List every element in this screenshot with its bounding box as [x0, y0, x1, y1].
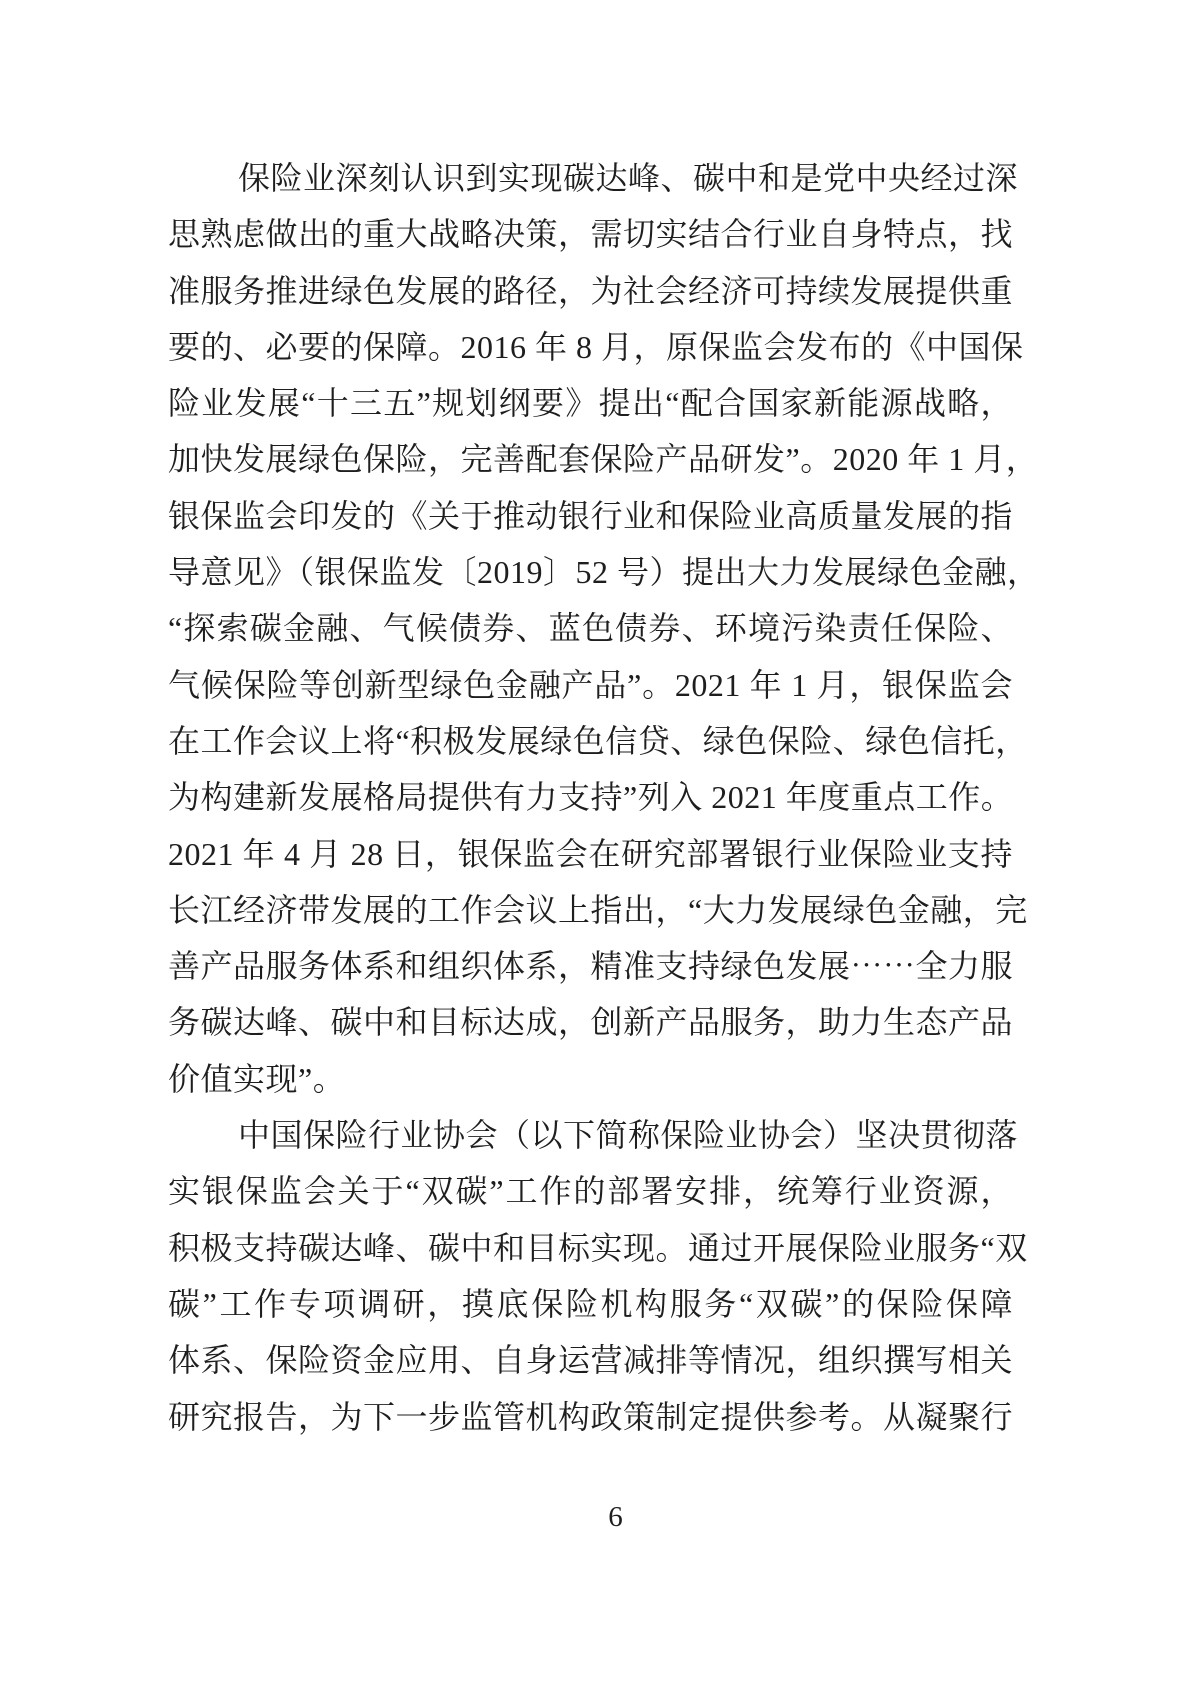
text-line: 险业发展“十三五”规划纲要》提出“配合国家新能源战略， [168, 385, 1013, 422]
text-line: 长江经济带发展的工作会议上指出，“大力发展绿色金融，完 [168, 891, 1028, 928]
text-line: 碳”工作专项调研，摸底保险机构服务“双碳”的保险保障 [168, 1285, 1013, 1322]
text-line: 实银保监会关于“双碳”工作的部署安排，统筹行业资源， [168, 1173, 1013, 1210]
document-body [168, 150, 1040, 1445]
text-line: 导意见》（银保监发〔2019〕52 号）提出大力发展绿色金融， [168, 554, 1040, 591]
text-line: 在工作会议上将“积极发展绿色信贷、绿色保险、绿色信托， [168, 722, 1028, 759]
text-line: 要的、必要的保障。2016 年 8 月，原保监会发布的《中国保 [168, 328, 1024, 365]
text-line: 思熟虑做出的重大战略决策，需切实结合行业自身特点，找 [168, 216, 1014, 253]
text-line: 气候保险等创新型绿色金融产品”。2021 年 1 月，银保监会 [168, 666, 1013, 703]
text-line: “探索碳金融、气候债券、蓝色债券、环境污染责任保险、 [168, 610, 1013, 647]
text-line: 务碳达峰、碳中和目标达成，创新产品服务，助力生态产品 [168, 1004, 1014, 1041]
text-line: 积极支持碳达峰、碳中和目标实现。通过开展保险业服务“双 [168, 1229, 1028, 1266]
text-line: 2021 年 4 月 28 日，银保监会在研究部署银行业保险业支持 [168, 835, 1013, 872]
text-line: 价值实现”。 [168, 1060, 346, 1097]
text-line: 银保监会印发的《关于推动银行业和保险业高质量发展的指 [168, 497, 1014, 534]
text-line: 体系、保险资金应用、自身运营减排等情况，组织撰写相关 [168, 1342, 1014, 1379]
text-line: 加快发展绿色保险，完善配套保险产品研发”。2020 年 1 月， [168, 441, 1039, 478]
text-line: 中国保险行业协会（以下简称保险业协会）坚决贯彻落 [238, 1117, 1019, 1154]
text-line: 研究报告，为下一步监管机构政策制定提供参考。从凝聚行 [168, 1398, 1014, 1435]
text-line: 保险业深刻认识到实现碳达峰、碳中和是党中央经过深 [238, 160, 1019, 196]
text-line: 为构建新发展格局提供有力支持”列入 2021 年度重点工作。 [168, 779, 1014, 816]
page-number: 6 [608, 1501, 623, 1533]
text-line: 善产品服务体系和组织体系，精准支持绿色发展⋯⋯全力服 [168, 948, 1014, 985]
text-line: 准服务推进绿色发展的路径，为社会经济可持续发展提供重 [168, 272, 1014, 309]
